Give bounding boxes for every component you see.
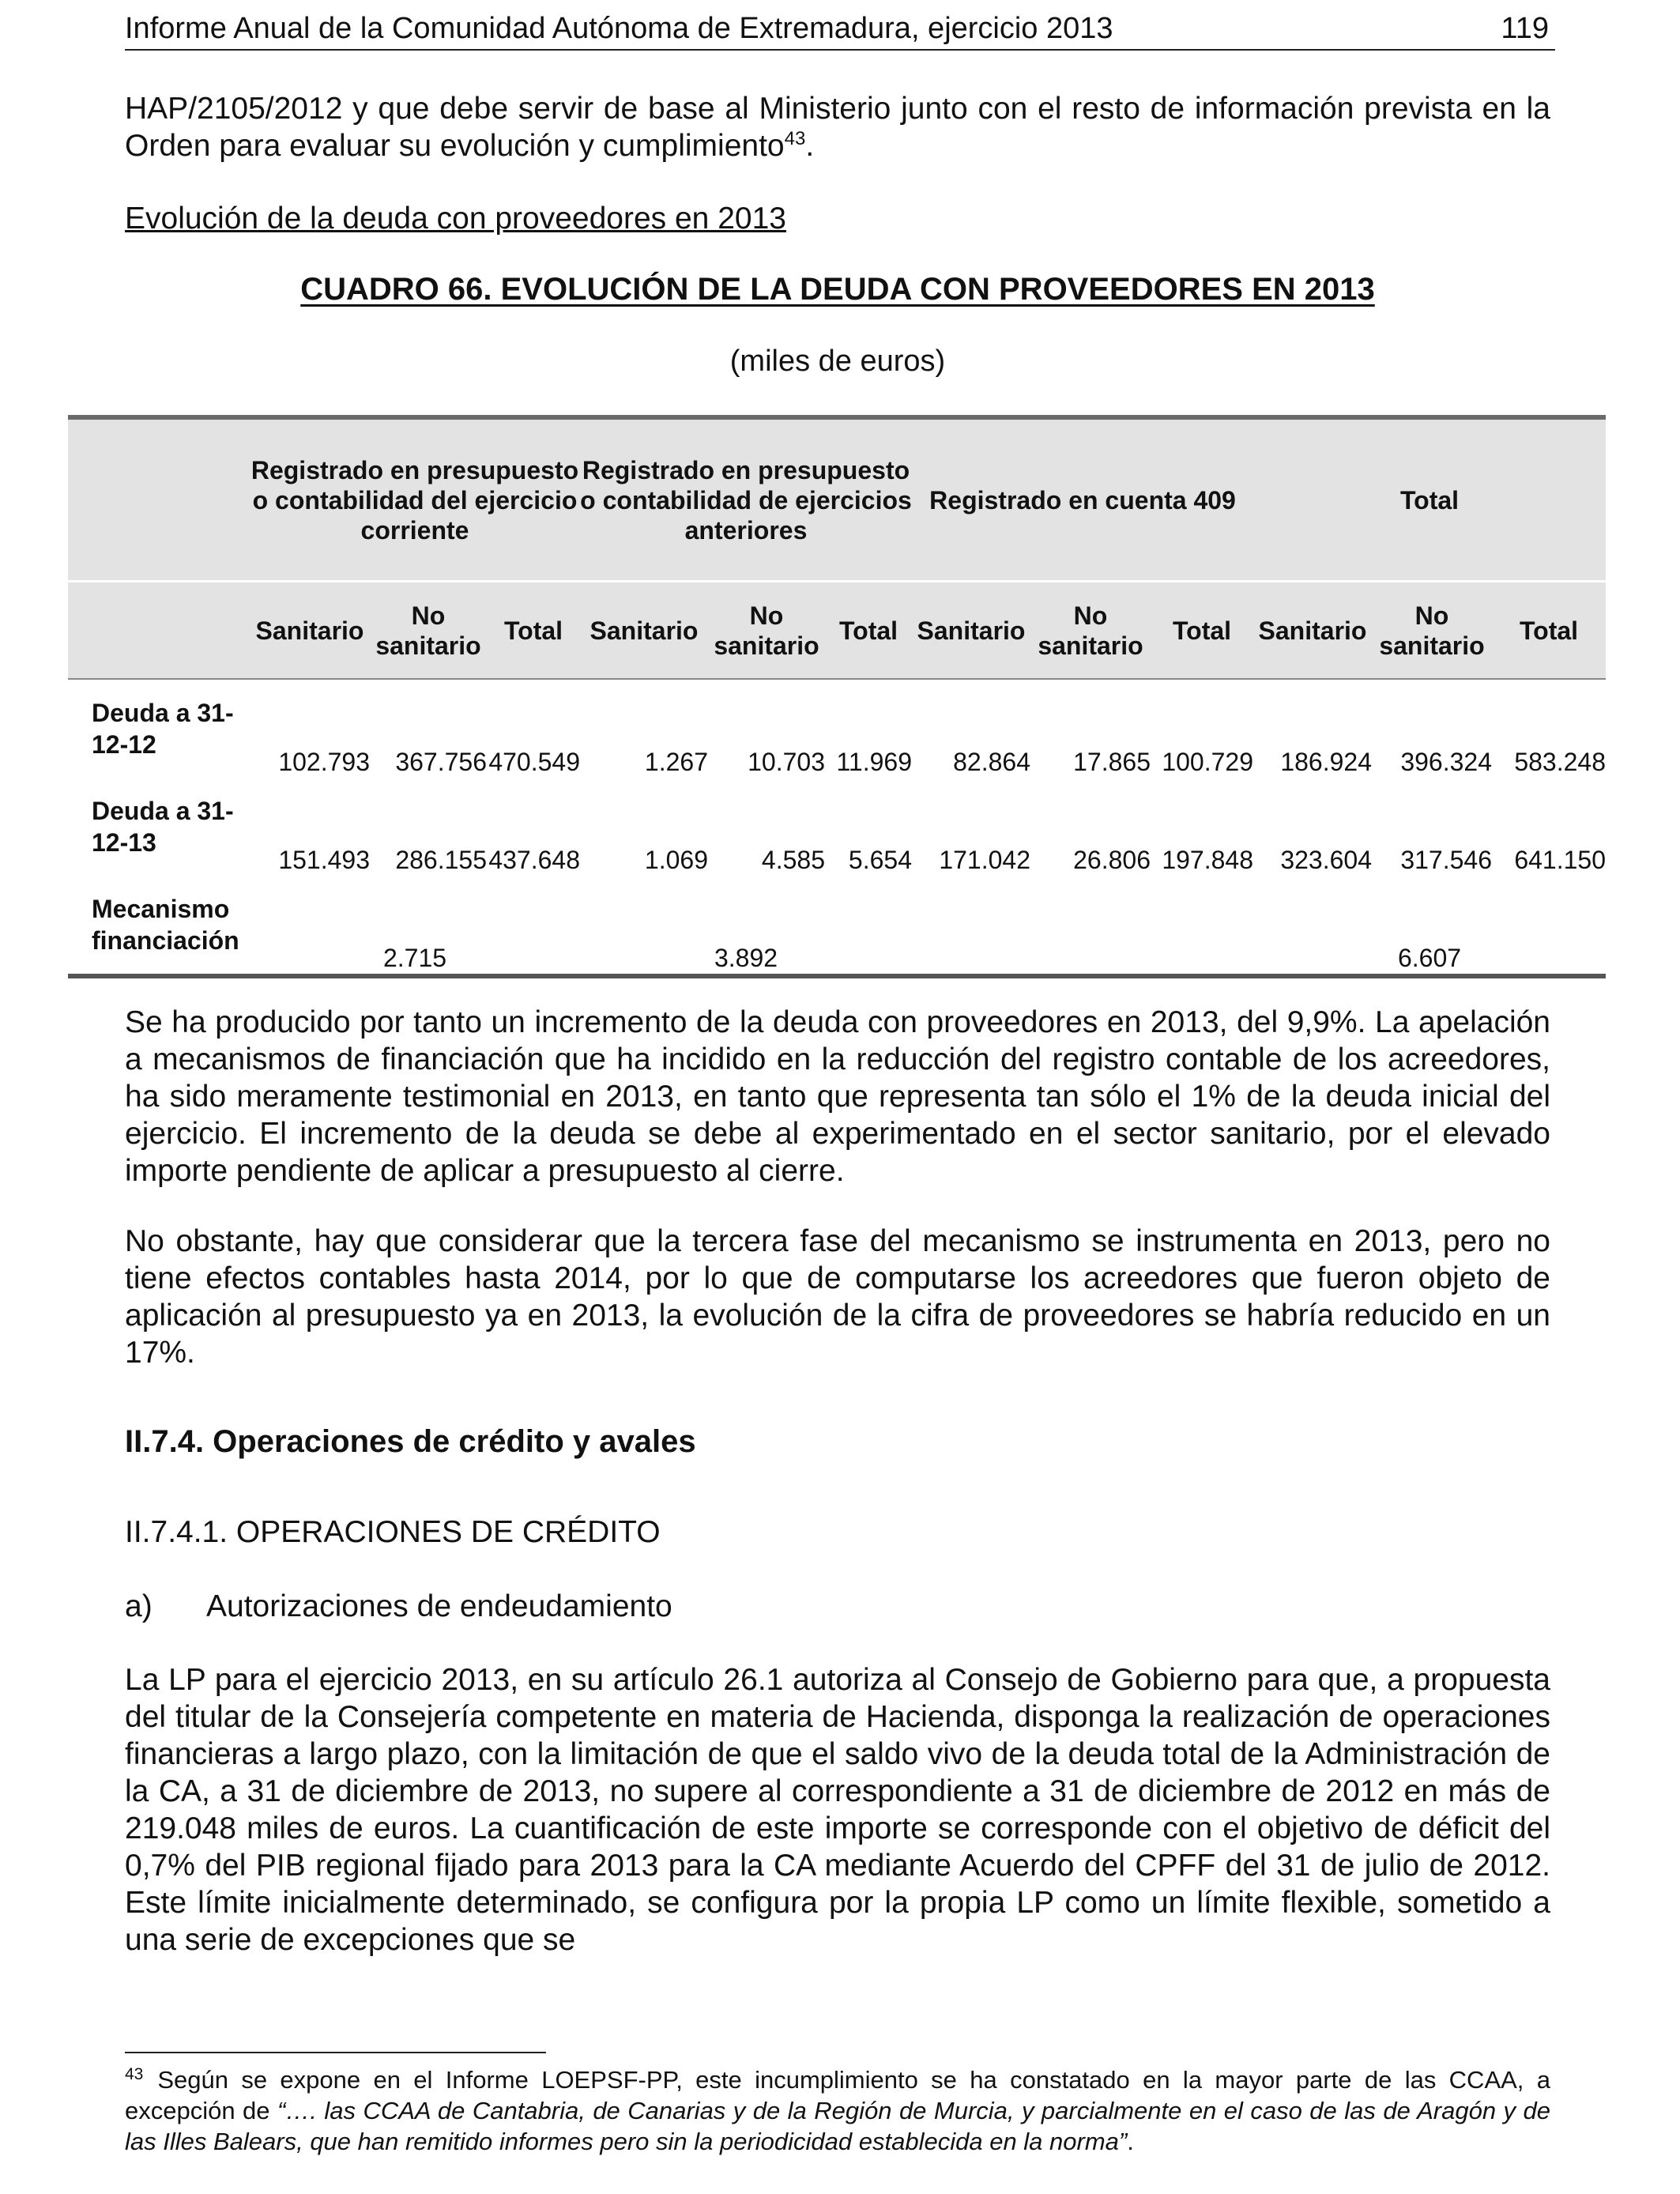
- cell: 82.864: [953, 748, 1030, 776]
- subsection-title: II.7.4.1. OPERACIONES DE CRÉDITO: [125, 1515, 661, 1549]
- row-label: Deuda a 31-12-13: [92, 797, 234, 857]
- subheader-total: Total: [487, 582, 580, 680]
- row-label: Mecanismo financiación: [68, 876, 250, 976]
- cell: 5.654: [848, 846, 912, 874]
- cell: 641.150: [1514, 846, 1606, 874]
- subheader-no-sanitario: No sanitario: [1372, 582, 1492, 680]
- intro-text: HAP/2105/2012 y que debe servir de base al Ministerio junto con el resto de información prevista en la Orden para evaluar su evolución y cumplimiento: [125, 92, 1550, 163]
- table-row: [68, 778, 1606, 876]
- subheader-no-sanitario: No sanitario: [1030, 582, 1151, 680]
- row-label: Deuda a 31-12-12: [92, 699, 234, 759]
- cell: 1.069: [644, 846, 708, 874]
- paragraph-3: La LP para el ejercicio 2013, en su artículo 26.1 autoriza al Consejo de Gobierno para que, a propuesta del titular de la Consejería competente en materia de Hacienda, disponga la realización de operaciones financieras a largo plazo, con la limitación de que el saldo vivo de la deuda total de la Administración de la CA, a 31 de diciembre de 2013, no supere al correspondiente a 31 de diciembre de 2012 en más de 219.048 miles de euros. La cuantificación de este importe se corresponde con el objetivo de déficit del 0,7% del PIB regional fijado para 2013 para la CA mediante Acuerdo del CPFF del 31 de julio de 2012. Este límite inicialmente determinado, se configura por la propia LP como un límite flexible, sometido a una serie de excepciones que se: [125, 1663, 1550, 1957]
- table-group-header: [68, 417, 1606, 582]
- table-caption: [125, 269, 1550, 310]
- table-sub-header: [68, 582, 1606, 680]
- cell: 151.493: [278, 846, 370, 874]
- footnote-ref[interactable]: 43: [784, 128, 806, 149]
- cell: 437.648: [488, 846, 580, 874]
- empty-corner: [68, 417, 250, 582]
- footnote-quote: “…. las CCAA de Cantabria, de Canarias y de la Región de Murcia, y parcialmente en el caso de las de Aragón y de las Illes Balears, que han remitido informes pero sin la periodicidad establecida en la norma”: [125, 2097, 1550, 2155]
- cell: 197.848: [1162, 846, 1253, 874]
- group-header-corriente: Registrado en presupuesto o contabilidad del ejercicio corriente: [250, 417, 580, 582]
- section-heading: Evolución de la deuda con proveedores en 2013: [125, 202, 786, 236]
- debt-table: [68, 415, 1606, 978]
- paragraph-2: No obstante, hay que considerar que la tercera fase del mecanismo se instrumenta en 2013, pero no tiene efectos contables hasta 2014, por lo que de computarse los acreedores que fueron objeto de aplicación al presupuesto ya en 2013, la evolución de la cifra de proveedores se habría reducido en un 17%.: [125, 1224, 1550, 1370]
- subheader-sanitario: Sanitario: [580, 582, 708, 680]
- subheader-no-sanitario: No sanitario: [708, 582, 825, 680]
- cell: 186.924: [1280, 748, 1372, 776]
- cell: 470.549: [488, 748, 580, 776]
- subheader-total: Total: [1151, 582, 1253, 680]
- subheader-sanitario: Sanitario: [912, 582, 1030, 680]
- mechanism-anteriores: 3.892: [580, 876, 912, 976]
- cell: 100.729: [1162, 748, 1253, 776]
- cell: 102.793: [278, 748, 370, 776]
- subheader-sanitario: Sanitario: [1253, 582, 1372, 680]
- table-row-mechanism: [68, 876, 1606, 976]
- empty-corner-2: [68, 582, 250, 680]
- group-header-total: Total: [1253, 417, 1606, 582]
- page-header: [125, 8, 1555, 51]
- table-units: (miles de euros): [729, 345, 946, 378]
- cell: 396.324: [1400, 748, 1492, 776]
- cell: 583.248: [1514, 748, 1606, 776]
- footnote-divider: [125, 2052, 546, 2053]
- footnote-end: .: [1127, 2128, 1134, 2155]
- subheader-total: Total: [825, 582, 912, 680]
- list-item-a: [125, 1587, 672, 1627]
- cell: 17.865: [1073, 748, 1151, 776]
- header-title: Informe Anual de la Comunidad Autónoma de Extremadura, ejercicio 2013: [125, 12, 1113, 45]
- cell: 317.546: [1400, 846, 1492, 874]
- subheader-sanitario: Sanitario: [250, 582, 370, 680]
- cell: 367.756: [395, 748, 487, 776]
- cell: 4.585: [761, 846, 825, 874]
- subheader-no-sanitario: No sanitario: [370, 582, 487, 680]
- cell: 10.703: [748, 748, 825, 776]
- mechanism-total: 6.607: [1253, 876, 1606, 976]
- cell: 11.969: [836, 748, 912, 776]
- cell: 286.155: [395, 846, 487, 874]
- list-text: Autorizaciones de endeudamiento: [206, 1589, 672, 1623]
- cell: 1.267: [644, 748, 708, 776]
- subheader-total: Total: [1492, 582, 1606, 680]
- cell: 26.806: [1073, 846, 1151, 874]
- cell: 171.042: [939, 846, 1030, 874]
- page-number: 119: [1501, 12, 1549, 45]
- group-header-cuenta-409: Registrado en cuenta 409: [912, 417, 1253, 582]
- footnote: [125, 2064, 1550, 2157]
- mechanism-corriente: 2.715: [250, 876, 580, 976]
- mechanism-cuenta-409-empty: [912, 876, 1253, 976]
- group-header-anteriores: Registrado en presupuesto o contabilidad de ejercicios anteriores: [580, 417, 912, 582]
- table-caption-text: CUADRO 66. EVOLUCIÓN DE LA DEUDA CON PROVEEDORES EN 2013: [300, 272, 1375, 307]
- section-title: II.7.4. Operaciones de crédito y avales: [125, 1424, 696, 1459]
- cell: 323.604: [1280, 846, 1372, 874]
- table-row: [68, 679, 1606, 778]
- footnote-number: 43: [125, 2064, 144, 2083]
- paragraph-1: Se ha producido por tanto un incremento de la deuda con proveedores en 2013, del 9,9%. La apelación a mecanismos de financiación que ha incidido en la reducción del registro contable de los acreedores, ha sido meramente testimonial en 2013, en tanto que representa tan sólo el 1% de la deuda inicial del ejercicio. El incremento de la deuda se debe al experimentado en el sector sanitario, por el elevado importe pendiente de aplicar a presupuesto al cierre.: [125, 1005, 1550, 1188]
- footnote-text: Según se expone en el Informe LOEPSF-PP, este incumplimiento se ha constatado en la mayor parte de las CCAA, a excepción de: [125, 2066, 1550, 2124]
- list-letter: a): [125, 1589, 153, 1623]
- intro-end: .: [805, 129, 815, 163]
- intro-paragraph: [125, 90, 1550, 164]
